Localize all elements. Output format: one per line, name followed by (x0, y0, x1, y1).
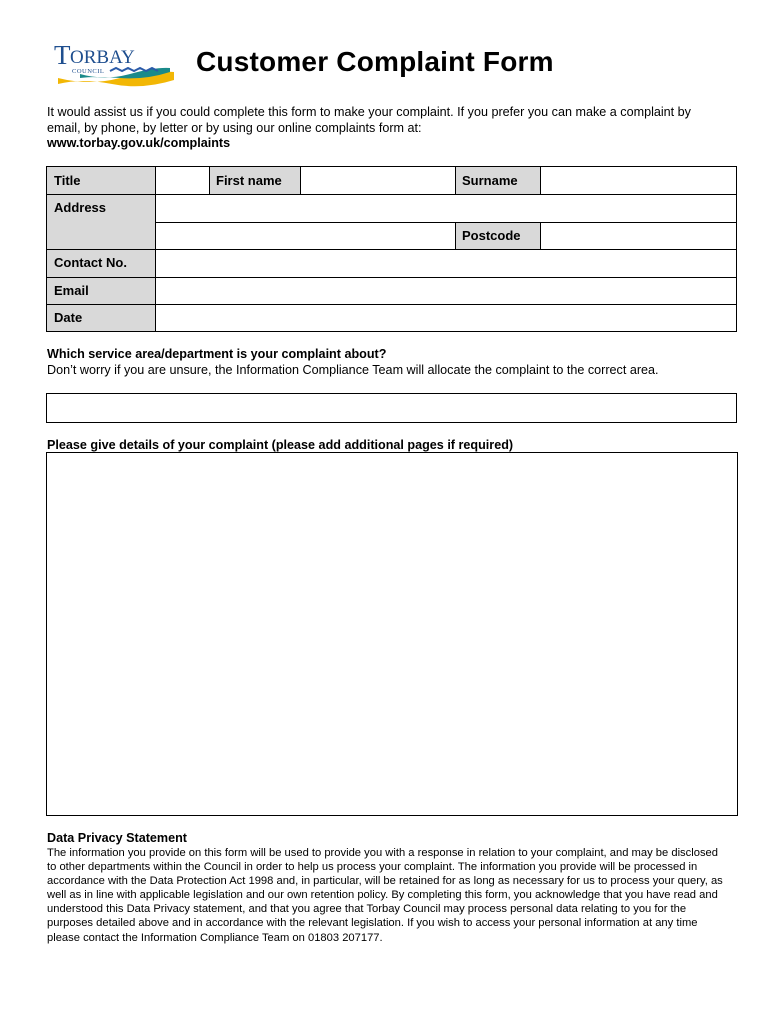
contact-field[interactable] (155, 249, 736, 277)
grid-line (47, 277, 736, 278)
grid-line (540, 167, 541, 194)
page-title: Customer Complaint Form (196, 46, 554, 77)
complaint-details-field[interactable] (46, 452, 738, 816)
service-area-help: Don’t worry if you are unsure, the Information Compliance Team will allocate the complaint to the correct area. (47, 363, 659, 377)
address-line-2-field[interactable] (155, 222, 455, 249)
address-label: Address (47, 194, 155, 249)
email-label: Email (47, 277, 155, 304)
address-line-1-field[interactable] (155, 194, 736, 222)
intro-paragraph (47, 105, 727, 152)
email-field[interactable] (155, 277, 736, 304)
date-field[interactable] (155, 304, 736, 331)
grid-line (300, 167, 301, 194)
grid-line (209, 167, 210, 194)
grid-line (455, 222, 456, 249)
grid-line (155, 167, 156, 331)
grid-line (47, 304, 736, 305)
complaint-details-heading: Please give details of your complaint (please add additional pages if required) (47, 438, 514, 452)
logo-subtext: COUNCIL (72, 68, 105, 75)
complaints-link[interactable]: www.torbay.gov.uk/complaints (47, 136, 231, 150)
grid-line (455, 167, 456, 194)
contact-label: Contact No. (47, 249, 155, 277)
grid-line (47, 194, 736, 195)
title-label: Title (47, 167, 155, 194)
grid-line (47, 249, 736, 250)
privacy-statement: The information you provide on this form will be used to provide you with a response in relation to your complaint, and may be disclosed to other departments within the Council in order to help us process your complaint. The information you provide will be processed in accordance with the Data Protection Act 1998 and, in particular, will be retained for as long as necessary for us to process your query, as well as in line with applicable legislation and our own retention policy. By completing this form, you acknowledge that you have read and understood this Data Privacy statement, and that you agree that Torbay Council may process personal data relating to you for the purposes detailed above and in accordance with the relevant legislation. If you wish to access your personal information at any time please contact the Information Compliance Team on 01803 207177. (47, 847, 723, 944)
date-label: Date (47, 304, 155, 331)
first-name-field[interactable] (300, 167, 455, 194)
service-area-question: Which service area/department is your complaint about? (47, 347, 387, 361)
logo-initial: T (54, 40, 71, 70)
logo-wordmark: ORBAY (70, 47, 135, 68)
postcode-label: Postcode (455, 222, 540, 249)
surname-label: Surname (455, 167, 540, 194)
first-name-label: First name (209, 167, 300, 194)
service-area-field[interactable] (46, 393, 737, 423)
grid-line (155, 222, 736, 223)
personal-details-table (46, 166, 737, 332)
surname-field[interactable] (540, 167, 736, 194)
postcode-field[interactable] (540, 222, 736, 249)
torbay-council-logo (50, 38, 180, 94)
grid-line (540, 222, 541, 249)
intro-text: It would assist us if you could complete this form to make your complaint. If you prefer you can make a complaint by email, by phone, by letter or by using our online complaints form at: (47, 105, 691, 135)
privacy-heading: Data Privacy Statement (47, 831, 187, 845)
title-field[interactable] (155, 167, 209, 194)
